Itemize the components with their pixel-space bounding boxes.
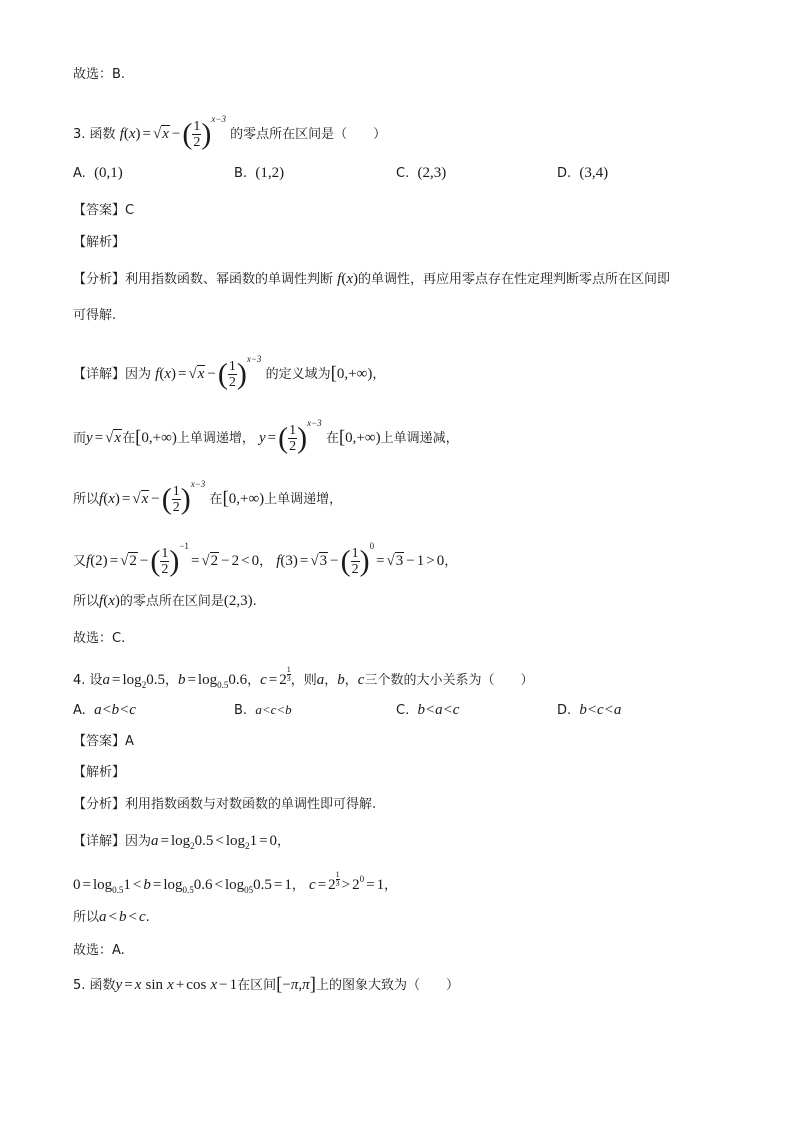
q4-option-a: A. a<b<c bbox=[73, 702, 136, 718]
q4-analysis-label: 【解析】 bbox=[73, 765, 126, 780]
q3-fenxi-cont: 可得解. bbox=[73, 308, 117, 323]
q3-analysis-label: 【解析】 bbox=[73, 235, 126, 250]
q4-option-b: B. a<c<b bbox=[234, 702, 292, 718]
q3-detail-2: 而y = √x在[0,+∞)上单调递增， y =( $\frac{1}{2}$ )$^{x-3}$ 在[0,+∞)上单调递减， bbox=[73, 418, 459, 455]
q3-fenxi: 【分析】利用指数函数、幂函数的单调性判断 f(x)的单调性，再应用零点存在性定理判断零点所在区间即 bbox=[73, 271, 671, 287]
q3-option-c: C. (2,3) bbox=[396, 165, 447, 181]
q3-detail-5: 所以f(x)的零点所在区间是(2,3). bbox=[73, 593, 257, 609]
q3-prefix: 3. 函数 bbox=[73, 127, 116, 142]
q3-conclusion: 故选：C. bbox=[73, 631, 126, 646]
q3-detail-1: 【详解】因为 f(x) = √x −( $\frac{1}{2}$ )$^{x-3}$ 的定义域为[0,+∞)， bbox=[73, 354, 386, 391]
q4-stem: 4. 设$a = \log_20.5$，$b = \log_{0.5}0.6$，c = 2 $\frac{1}{3}$ ，则a，b，c三个数的大小关系为（ ） bbox=[73, 665, 534, 690]
q3-detail-4: 又f(2) = √2 −( $\frac{1}{2}$ )$^{-1}$= √2 − 2 < 0， f(3) = √3 −( $\frac{1}{2}$ )$^0$= √3 − 1 > 0， bbox=[73, 541, 458, 578]
q4-detail-3: 所以a < b < c. bbox=[73, 909, 150, 925]
q2-conclusion: 故选：B. bbox=[73, 67, 126, 82]
q4-conclusion: 故选：A. bbox=[73, 943, 125, 958]
q3-stem: 3. 函数 f(x) = √x −( $\frac{1}{2}$ )$^{x-3}$ 的零点所在区间是（ ） bbox=[73, 114, 387, 151]
q4-answer: 【答案】A bbox=[73, 734, 134, 749]
q3-option-a: A. (0,1) bbox=[73, 165, 123, 181]
q3-detail-3: 所以f(x) = √x −( $\frac{1}{2}$ )$^{x-3}$ 在[0,+∞)上单调递增， bbox=[73, 479, 343, 516]
q4-detail-2: $0 = \log_{0.5}1 < b = \log_{0.5}0.6 < \log_{05}0.5 = 1$， c = 2 $\frac{1}{3}$ > $2^0 = 1$， bbox=[73, 870, 398, 895]
q3-suffix: 的零点所在区间是（ ） bbox=[230, 127, 387, 142]
q3-option-b: B. (1,2) bbox=[234, 165, 285, 181]
q4-option-c: C. b<a<c bbox=[396, 702, 460, 718]
q5-stem: 5. 函数y = x sin x + cos x − 1在区间[−π,π]上的图象大致为（ ） bbox=[73, 974, 460, 995]
q4-fenxi: 【分析】利用指数函数与对数函数的单调性即可得解. bbox=[73, 797, 377, 812]
q3-answer: 【答案】C bbox=[73, 203, 135, 218]
q4-option-d: D. b<c<a bbox=[557, 702, 622, 718]
q4-detail-1: 【详解】因为$a = \log_20.5 < \log_21 = 0$， bbox=[73, 833, 291, 851]
q3-option-d: D. (3,4) bbox=[557, 165, 609, 181]
